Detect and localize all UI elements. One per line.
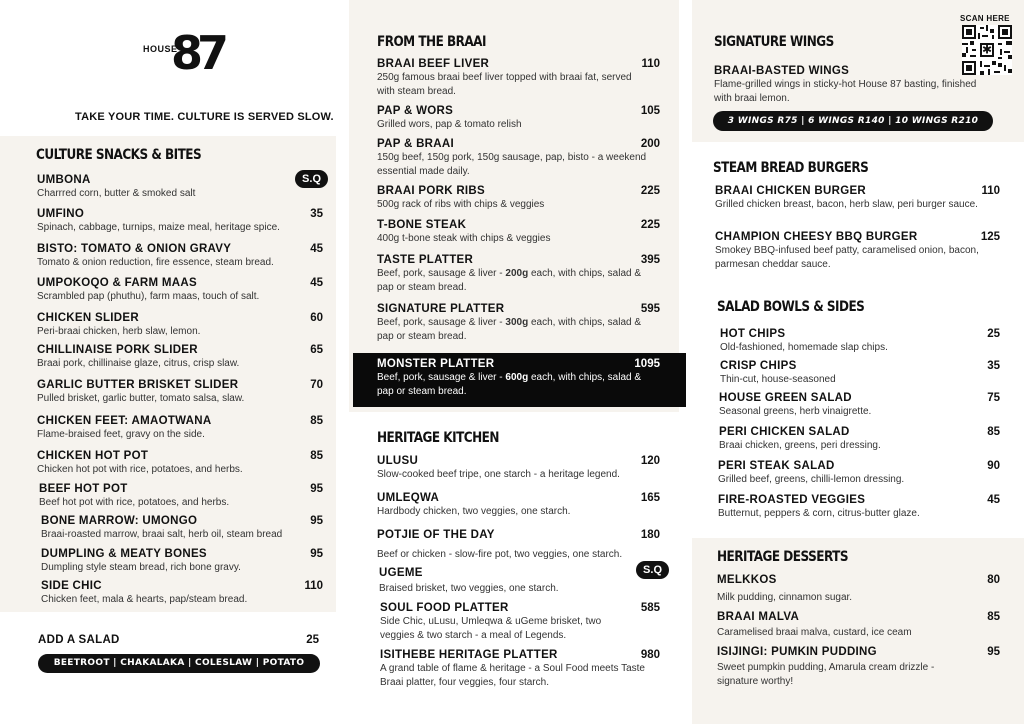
item-desc [377, 371, 647, 399]
menu-item [41, 580, 323, 607]
menu-item [37, 344, 323, 371]
item-name: SOUL FOOD PLATTER [380, 602, 509, 614]
item-price: 595 [640, 303, 660, 315]
item-name: BONE MARROW: UMONGO [41, 515, 198, 527]
item-name: UMFINO [37, 208, 85, 220]
item-name: BEEF HOT POT [39, 483, 128, 495]
item-desc: Beef or chicken - slow-fire pot, two veggies, one starch. [377, 549, 623, 560]
item-desc: Grilled wors, pap & tomato relish [377, 119, 522, 130]
item-name: PERI CHICKEN SALAD [719, 426, 850, 438]
item-desc: Butternut, peppers & corn, citrus-butter glaze. [718, 508, 920, 519]
item-desc: Caramelised braai malva, custard, ice ceam [717, 627, 912, 638]
item-price: 180 [640, 529, 660, 541]
wings-price-bar: 3 WINGS R75 | 6 WINGS R140 | 10 WINGS R210 [713, 111, 993, 131]
item-name: BISTO: TOMATO & ONION GRAVY [37, 243, 232, 255]
item-price: 980 [640, 649, 660, 661]
item-desc: Chicken feet, mala & hearts, pap/steam bread. [41, 594, 248, 605]
menu-item [719, 426, 1000, 453]
item-desc: 400g t-bone steak with chips & veggies [377, 233, 551, 244]
item-desc: Dumpling style steam bread, rich bone gravy. [41, 562, 241, 573]
item-desc: Old-fashioned, homemade slap chips. [720, 342, 888, 353]
menu-item [37, 243, 323, 270]
item-price: 70 [310, 379, 323, 391]
menu-item [377, 358, 660, 399]
item-desc: 150g beef, 150g pork, 150g sausage, pap, bisto - a weekend essential made daily. [377, 152, 647, 177]
item-name: MELKKOS [717, 574, 777, 586]
menu-item [718, 460, 1000, 487]
item-price: 120 [640, 455, 660, 467]
item-desc: Grilled beef, greens, chilli-lemon dressing. [718, 474, 905, 485]
item-price: 45 [310, 243, 323, 255]
menu-item [377, 492, 660, 519]
item-name: SIDE CHIC [41, 580, 102, 592]
item-name: POTJIE OF THE DAY [377, 529, 495, 541]
item-desc: Scrambled pap (phuthu), farm maas, touch of salt. [37, 291, 260, 302]
item-price: 200 [640, 138, 660, 150]
item-price: 585 [640, 602, 660, 614]
desc-part: Beef, pork, sausage & liver - [377, 372, 506, 383]
menu-item [377, 185, 660, 212]
item-name: ULUSU [377, 455, 419, 467]
menu-item [37, 174, 332, 201]
menu-item [717, 611, 1000, 640]
item-desc: Flame-braised feet, gravy on the side. [37, 429, 205, 440]
add-salad [38, 634, 321, 646]
logo-number: 87 [171, 26, 224, 80]
menu-item [718, 494, 1000, 521]
salads-title: SALAD BOWLS & SIDES [717, 299, 865, 315]
item-price: 80 [987, 574, 1000, 586]
item-price: 25 [987, 328, 1000, 340]
item-desc: Spinach, cabbage, turnips, maize meal, heritage spice. [37, 222, 280, 233]
item-desc: Braised brisket, two veggies, one starch. [379, 583, 559, 594]
menu-item [37, 312, 323, 339]
menu-item [380, 649, 660, 690]
item-desc: Smokey BBQ-infused beef patty, caramelised onion, bacon, parmesan cheddar sauce. [715, 245, 979, 270]
logo-house: HOUSE [143, 44, 178, 54]
sq-badge: S.Q [636, 561, 669, 579]
menu-item [377, 105, 660, 132]
item-name: SIGNATURE PLATTER [377, 303, 505, 315]
item-name: UMBONA [37, 174, 91, 186]
item-price: 110 [641, 58, 660, 70]
item-desc: Seasonal greens, herb vinaigrette. [719, 406, 872, 417]
item-desc: 250g famous braai beef liver topped with braai fat, served with steam bread. [377, 72, 632, 97]
menu-item [377, 529, 660, 562]
item-desc: Hardbody chicken, two veggies, one starch. [377, 506, 571, 517]
menu-item [37, 208, 323, 235]
item-desc: Flame-grilled wings in sticky-hot House 87 basting, finished with braai lemon. [714, 79, 977, 104]
add-salad-name: ADD A SALAD [38, 634, 120, 646]
item-name: TASTE PLATTER [377, 254, 474, 266]
item-price: 85 [310, 450, 323, 462]
item-name: CRISP CHIPS [720, 360, 797, 372]
item-price: 85 [310, 415, 323, 427]
logo [143, 26, 224, 85]
menu-item [377, 58, 660, 99]
item-desc: Tomato & onion reduction, fire essence, steam bread. [37, 257, 274, 268]
item-name: UMLEQWA [377, 492, 440, 504]
menu-item [37, 379, 323, 406]
item-name: UMPOKOQO & FARM MAAS [37, 277, 197, 289]
desserts-title: HERITAGE DESSERTS [717, 549, 849, 565]
item-name: HOUSE GREEN SALAD [719, 392, 852, 404]
item-price: 395 [640, 254, 660, 266]
item-price: 95 [310, 483, 323, 495]
item-price: 125 [980, 231, 1000, 243]
menu-item [377, 219, 660, 246]
item-name: MONSTER PLATTER [377, 358, 495, 370]
item-desc: Milk pudding, cinnamon sugar. [717, 592, 853, 603]
item-price: 105 [640, 105, 660, 117]
wings-title: SIGNATURE WINGS [714, 34, 834, 50]
salad-options-bar: BEETROOT | CHAKALAKA | COLESLAW | POTATO SALAD [38, 654, 320, 673]
menu-item [377, 303, 660, 344]
item-price: 85 [987, 611, 1000, 623]
item-name: HOT CHIPS [720, 328, 786, 340]
item-desc: Sweet pumpkin pudding, Amarula cream drizzle - signature worthy! [717, 662, 935, 687]
item-desc: Thin-cut, house-seasoned [720, 374, 836, 385]
monster-platter-block [353, 353, 686, 407]
item-name: CHICKEN HOT POT [37, 450, 149, 462]
item-desc: Side Chic, uLusu, Umleqwa & uGeme brisket, two veggies & two starch - a meal of Legends. [380, 616, 602, 641]
menu-item [719, 392, 1000, 419]
item-desc: Pulled brisket, garlic butter, tomato salsa, slaw. [37, 393, 245, 404]
item-price: 95 [987, 646, 1000, 658]
item-price: 35 [987, 360, 1000, 372]
item-name: CHICKEN FEET: AMAOTWANA [37, 415, 212, 427]
menu-item [39, 483, 323, 510]
weight-highlight: 200g [505, 268, 529, 279]
desc-part: Beef, pork, sausage & liver - [377, 317, 506, 328]
item-name: BRAAI-BASTED WINGS [714, 65, 850, 77]
item-name: CHILLINAISE PORK SLIDER [37, 344, 198, 356]
svg-text:✱: ✱ [981, 42, 993, 57]
scan-here-label: SCAN HERE [960, 14, 1010, 23]
weight-highlight: 300g [505, 317, 529, 328]
item-price: 1095 [634, 358, 660, 370]
menu-item [720, 328, 1000, 355]
item-price: 85 [987, 426, 1000, 438]
menu-item [41, 515, 323, 542]
desc-part: Beef, pork, sausage & liver - [377, 268, 506, 279]
item-price: 110 [304, 580, 323, 592]
menu-item [717, 574, 1000, 605]
item-name: GARLIC BUTTER BRISKET SLIDER [37, 379, 239, 391]
menu-item [720, 360, 1000, 387]
item-price: 45 [987, 494, 1000, 506]
menu-item [37, 415, 323, 442]
item-price: 95 [310, 515, 323, 527]
heritage-title: HERITAGE KITCHEN [377, 430, 499, 446]
item-desc [377, 267, 647, 295]
menu-item [714, 65, 1004, 106]
sq-badge: S.Q [295, 170, 328, 188]
item-desc [377, 316, 647, 344]
menu-item [377, 455, 660, 482]
item-name: BRAAI MALVA [717, 611, 800, 623]
item-price: 45 [310, 277, 323, 289]
item-price: 75 [987, 392, 1000, 404]
menu-item [380, 602, 660, 643]
menu-item [377, 254, 660, 295]
item-price: 110 [981, 185, 1000, 197]
item-name: PERI STEAK SALAD [718, 460, 835, 472]
item-price: 65 [310, 344, 323, 356]
item-name: ISITHEBE HERITAGE PLATTER [380, 649, 558, 661]
item-price: 165 [640, 492, 660, 504]
menu-item [37, 450, 323, 477]
item-desc: Braai-roasted marrow, braai salt, herb oil, steam bread [41, 529, 283, 540]
menu-item [715, 185, 1000, 212]
item-name: BRAAI CHICKEN BURGER [715, 185, 867, 197]
item-price: 95 [310, 548, 323, 560]
desc-part: each, with chips, salad & pap or steam bread. [377, 317, 642, 342]
item-name: CHAMPION CHEESY BBQ BURGER [715, 231, 918, 243]
item-desc: Slow-cooked beef tripe, one starch - a heritage legend. [377, 469, 620, 480]
add-salad-price: 25 [306, 634, 319, 646]
item-name: BRAAI BEEF LIVER [377, 58, 490, 70]
tagline: TAKE YOUR TIME. CULTURE IS SERVED SLOW. [75, 111, 334, 123]
item-name: ISIJINGI: PUMKIN PUDDING [717, 646, 877, 658]
menu-item [41, 548, 323, 575]
item-price: 225 [640, 219, 660, 231]
burgers-title: STEAM BREAD BURGERS [713, 160, 869, 176]
item-name: BRAAI PORK RIBS [377, 185, 486, 197]
item-desc: Braai pork, chillinaise glaze, citrus, crisp slaw. [37, 358, 240, 369]
item-name: PAP & WORS [377, 105, 454, 117]
item-desc: Beef hot pot with rice, potatoes, and herbs. [39, 497, 230, 508]
item-desc: Braai chicken, greens, peri dressing. [719, 440, 881, 451]
item-name: T-BONE STEAK [377, 219, 467, 231]
menu-item [715, 231, 1000, 272]
item-name: FIRE-ROASTED VEGGIES [718, 494, 866, 506]
item-desc: 500g rack of ribs with chips & veggies [377, 199, 545, 210]
menu-item [377, 138, 660, 179]
item-desc: A grand table of flame & heritage - a Soul Food meets Taste Braai platter, four veggies, four starch. [380, 663, 645, 688]
desc-part: each, with chips, salad & pap or steam bread. [377, 268, 642, 293]
menu-item [717, 646, 1000, 689]
item-desc: Charrred corn, butter & smoked salt [37, 188, 196, 199]
item-desc: Peri-braai chicken, herb slaw, lemon. [37, 326, 201, 337]
item-name: DUMPLING & MEATY BONES [41, 548, 207, 560]
item-name: PAP & BRAAI [377, 138, 454, 150]
braai-title: FROM THE BRAAI [377, 34, 486, 50]
snacks-title: CULTURE SNACKS & BITES [36, 147, 202, 163]
item-name: CHICKEN SLIDER [37, 312, 139, 324]
item-desc: Chicken hot pot with rice, potatoes, and herbs. [37, 464, 243, 475]
item-name: UGEME [379, 567, 423, 579]
menu-item [379, 564, 669, 596]
item-desc: Grilled chicken breast, bacon, herb slaw, peri burger sauce. [715, 199, 978, 210]
desc-part: each, with chips, salad & pap or steam bread. [377, 372, 642, 397]
menu-item [37, 277, 323, 304]
item-price: 90 [987, 460, 1000, 472]
item-price: 225 [640, 185, 660, 197]
weight-highlight: 600g [505, 372, 529, 383]
item-price: 35 [310, 208, 323, 220]
item-price: 60 [310, 312, 323, 324]
